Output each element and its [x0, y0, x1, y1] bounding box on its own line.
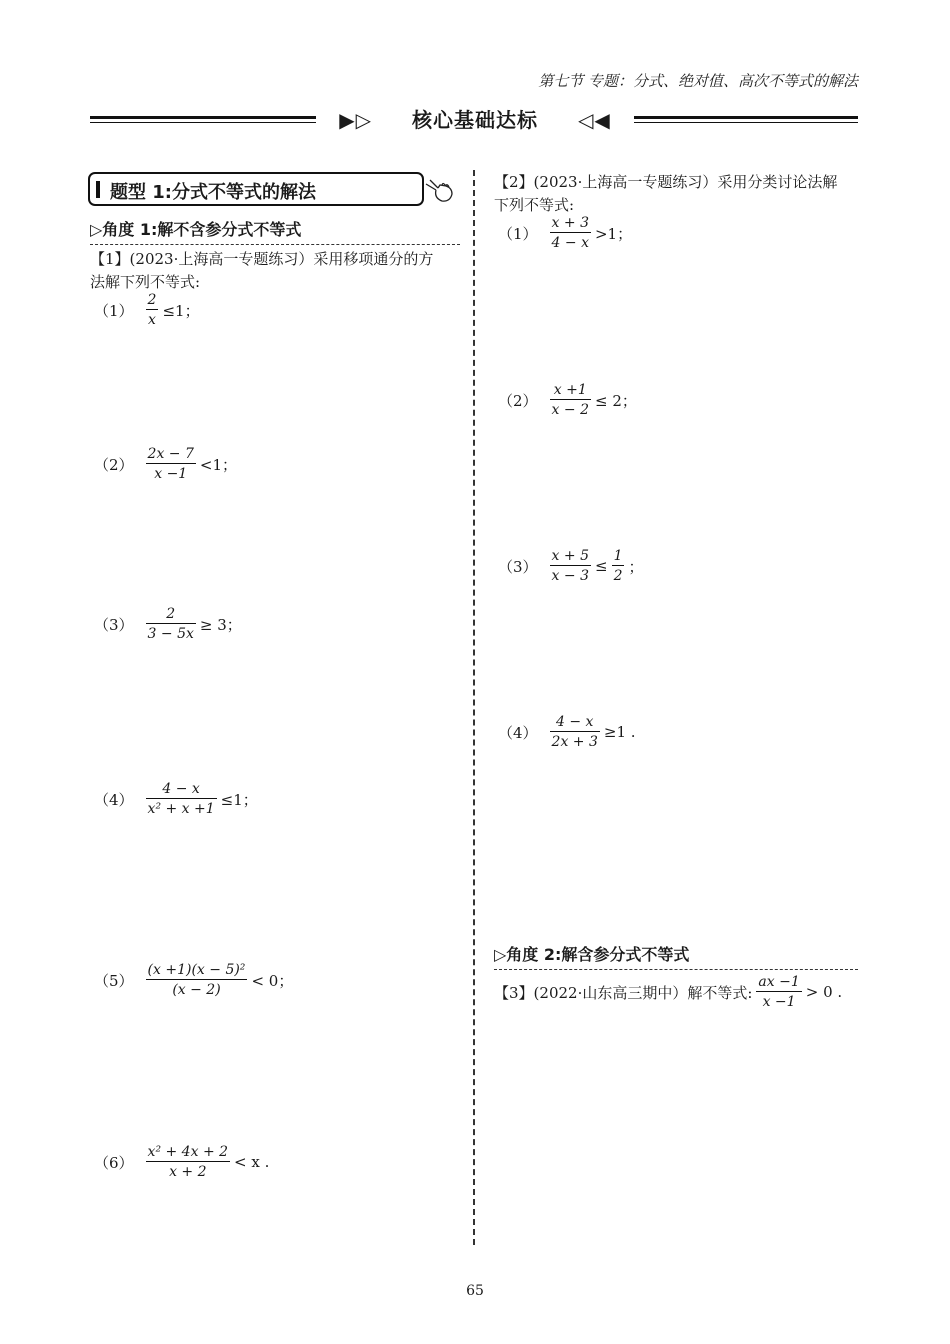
- numerator: 4 − x: [556, 714, 594, 730]
- item-label: （1）: [94, 301, 134, 320]
- item-label: （3）: [498, 557, 538, 576]
- angle2-heading: ▷角度 2:解含参分式不等式: [494, 945, 690, 964]
- q1-line2: 法解下列不等式:: [90, 273, 201, 291]
- fraction: [756, 974, 801, 1010]
- denominator: x − 3: [551, 568, 589, 584]
- numerator: 2x − 7: [147, 446, 194, 462]
- fraction: [146, 606, 196, 642]
- fraction: [146, 446, 196, 482]
- numerator: x +1: [553, 382, 587, 398]
- item-tail: ；: [628, 557, 644, 576]
- right-item-4: [498, 714, 636, 750]
- item-tail: >1；: [594, 224, 633, 243]
- left-item-1: [94, 292, 200, 328]
- angle1-heading: ▷角度 1:解不含参分式不等式: [90, 220, 302, 239]
- fraction: [550, 382, 591, 418]
- item-tail: ≤1；: [162, 301, 200, 320]
- numerator: ax −1: [758, 974, 800, 990]
- fraction: [146, 962, 248, 998]
- angle1-divider: [90, 244, 460, 245]
- item-tail: < x .: [234, 1153, 270, 1171]
- numerator: (x +1)(x − 5)²: [147, 962, 246, 978]
- q3: [494, 974, 842, 1010]
- numerator: x + 5: [551, 548, 589, 564]
- q2-line2: 下列不等式:: [494, 196, 575, 214]
- denominator: 4 − x: [551, 235, 589, 251]
- fraction: [550, 548, 591, 584]
- numerator: x + 3: [551, 215, 589, 231]
- left-item-3: [94, 606, 242, 642]
- numerator: 2: [147, 292, 157, 308]
- right-item-2: [498, 382, 637, 418]
- left-item-2: [94, 446, 237, 482]
- item-label: （2）: [94, 455, 134, 474]
- q3-text: 【3】(2022·山东高三期中）解不等式:: [494, 983, 753, 1002]
- column-divider: [473, 170, 475, 1245]
- angle2-divider: [494, 969, 858, 970]
- fraction: [550, 714, 600, 750]
- denominator: x −1: [154, 466, 188, 482]
- fraction: [550, 215, 591, 251]
- page-number: 65: [466, 1283, 484, 1299]
- item-tail: ≤ 2；: [594, 391, 637, 410]
- item-label: （5）: [94, 971, 134, 990]
- section-header: 第七节 专题：分式、绝对值、高次不等式的解法: [538, 72, 858, 90]
- denominator: 2: [613, 568, 623, 584]
- fraction-rhs: [612, 548, 625, 584]
- item-tail: < 0；: [251, 971, 294, 990]
- item-tail: ≤1；: [220, 790, 258, 809]
- numerator: 4 − x: [162, 781, 200, 797]
- type-title-marker: [96, 181, 100, 198]
- right-item-3: [498, 548, 644, 584]
- type-title: 题型 1:分式不等式的解法: [110, 182, 316, 203]
- fraction: [146, 1144, 230, 1180]
- item-label: （4）: [94, 790, 134, 809]
- denominator: (x − 2): [172, 982, 221, 998]
- type-title-box: [88, 172, 424, 206]
- item-label: （6）: [94, 1153, 134, 1172]
- leq-sign: ≤: [594, 557, 608, 575]
- fraction: [146, 781, 217, 817]
- left-item-5: [94, 962, 293, 998]
- item-label: （3）: [94, 615, 134, 634]
- right-item-1: [498, 215, 632, 251]
- left-item-6: [94, 1144, 269, 1180]
- left-item-4: [94, 781, 258, 817]
- denominator: x² + x +1: [147, 801, 215, 817]
- item-tail: ≥1 .: [603, 723, 636, 741]
- item-label: （2）: [498, 391, 538, 410]
- banner: [0, 104, 950, 133]
- q2-line1: 【2】(2023·上海高一专题练习）采用分类讨论法解: [494, 173, 838, 191]
- item-label: （1）: [498, 224, 538, 243]
- denominator: 2x + 3: [551, 734, 598, 750]
- q1-line1: 【1】(2023·上海高一专题练习）采用移项通分的方: [90, 250, 434, 268]
- denominator: 3 − 5x: [147, 626, 194, 642]
- denominator: x − 2: [551, 402, 589, 418]
- item-tail: <1；: [199, 455, 238, 474]
- numerator: x² + 4x + 2: [147, 1144, 229, 1160]
- item-label: （4）: [498, 723, 538, 742]
- item-tail: ≥ 3；: [199, 615, 242, 634]
- fraction: [146, 292, 159, 328]
- denominator: x: [148, 312, 156, 328]
- pointing-hand-icon: [424, 176, 454, 204]
- banner-title: 核心基础达标: [412, 108, 538, 132]
- q3-tail: > 0 .: [805, 983, 843, 1001]
- numerator: 2: [166, 606, 176, 622]
- numerator: 1: [613, 548, 623, 564]
- banner-right-arrows: ◁◀: [577, 108, 611, 132]
- banner-left-arrows: ▶▷: [339, 108, 373, 132]
- denominator: x + 2: [169, 1164, 207, 1180]
- denominator: x −1: [762, 994, 796, 1010]
